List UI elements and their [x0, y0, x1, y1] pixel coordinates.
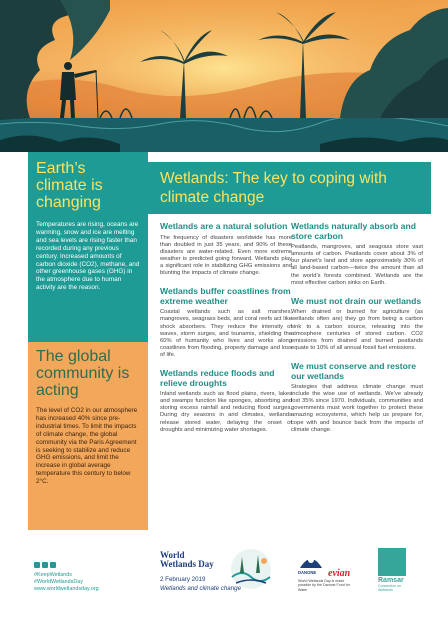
facebook-icon[interactable]: [34, 562, 40, 568]
ramsar-name: Ramsar: [378, 577, 404, 584]
ramsar-subtitle: Convention on Wetlands: [378, 584, 402, 593]
event-theme: Wetlands and climate change: [160, 585, 242, 592]
community-acting-box: [28, 342, 148, 534]
left-sidebar: [28, 152, 148, 534]
climate-heading: Earth’s climate is changing: [36, 160, 103, 211]
section-text: When drained or burned for agriculture (as wetlands often are) they go from being a carbon sink to a carbon source, releasing into the atmosphere centuries of stored carbon. CO2 emissions from drained and burned peatlands equate to 10% of all annual fossil fuel emissions.: [291, 309, 423, 351]
twitter-icon[interactable]: [42, 562, 48, 568]
section-heading: We must not drain our wetlands: [291, 295, 422, 306]
community-text: The level of CO2 in our atmosphere has increased 40% since pre-industrial times. To limit the impacts of climate change, the global community via the Paris Agreement is seeking to stabilize and reduce GHG emissions, and limit the increase in global average temperature this century to below 2°C.: [36, 407, 138, 486]
section-text: Coastal wetlands such as salt marshes, mangroves, seagrass beds, and coral reefs act like shock absorbers. They reduce the intensity of waves, storm surges, and tsunamis, shielding the 60% of humanity who lives and works along coastlines from flooding, property damage and loss of life.: [160, 309, 292, 358]
community-heading: The global community is acting: [36, 348, 130, 399]
danone-logo-icon: [298, 550, 324, 570]
event-date: 2 February 2019: [160, 576, 206, 583]
world-wetlands-day-logo: [160, 545, 290, 605]
section-heading: Wetlands are a natural solution: [160, 221, 288, 231]
wetland-emblem-icon: [220, 547, 282, 591]
section-text: The frequency of disasters worldwide has more than doubled in just 35 years, and 90% of these disasters are water-related. Even more extreme weather is predicted going forward. Wetlands play a significant role in stabilizing GHG emissions and blunting the impacts of climate change.: [160, 234, 292, 277]
main-title-banner: [148, 162, 431, 214]
hashtag-keepwetlands[interactable]: #KeepWetlands: [34, 572, 72, 578]
ramsar-emblem-icon: [378, 548, 406, 576]
climate-text: Temperatures are rising, oceans are warming, snow and ice are melting and sea levels are rising faster than recorded during any previous century. Increased amounts of carbon dioxide (CO2), methane, and other greenhouse gases (GHG) in the atmosphere due to human activity are the reason.: [36, 221, 140, 292]
climate-changing-box: [28, 152, 148, 342]
hero-illustration: [0, 0, 448, 152]
section-heading: Wetlands buffer coastlines from extreme weather: [160, 286, 291, 306]
section-heading: Wetlands naturally absorb and store carbon: [291, 221, 416, 241]
evian-logo: evian: [328, 568, 351, 579]
section-text: Peatlands, mangroves, and seagrass store vast amounts of carbon. Peatlands cover about 3% of our planet’s land and store approximately 30% of all land-based carbon—twice the amount than all the world’s forests combined. Wetlands are the most effective carbon sinks on Earth.: [291, 244, 423, 286]
partner-logos: [298, 548, 438, 608]
page-title: Wetlands: The key to coping with climate change: [160, 170, 387, 206]
website-link[interactable]: www.worldwetlandsday.org: [34, 586, 99, 592]
main-column-left: [160, 222, 292, 444]
ramsar-logo: [378, 548, 408, 592]
section-heading: We must conserve and restore our wetlands: [291, 360, 416, 381]
section-text: Strategies that address climate change must include the wise use of wetlands. We’ve already lost 35% since 1970. Individuals, communities and governments must work together to protect these amazing ecosystems, which help us prepare for, cope with and bounce back from the impacts of climate change.: [291, 384, 423, 433]
hashtag-worldwetlandsday[interactable]: #WorldWetlandsDay: [34, 579, 83, 585]
footer-links: [34, 572, 99, 593]
partner-note: World Wetlands Day is made possible by the Danone Fund for Water: [298, 579, 350, 592]
section-heading: Wetlands reduce floods and relieve droughts: [160, 368, 275, 388]
wetland-landscape-illustration: [0, 0, 448, 152]
instagram-icon[interactable]: [50, 562, 56, 568]
social-icons: [34, 562, 56, 568]
main-column-right: [291, 222, 423, 444]
event-title: World Wetlands Day: [160, 550, 214, 569]
danone-label: DANONE: [298, 570, 317, 575]
section-text: Inland wetlands such as flood plains, rivers, lakes and swamps function like sponges, absorbing and storing excess rainfall and reducing flood surges. During dry seasons in arid climates, wetlands release stored water, delaying the onset of droughts and minimizing water shortages.: [160, 391, 292, 433]
